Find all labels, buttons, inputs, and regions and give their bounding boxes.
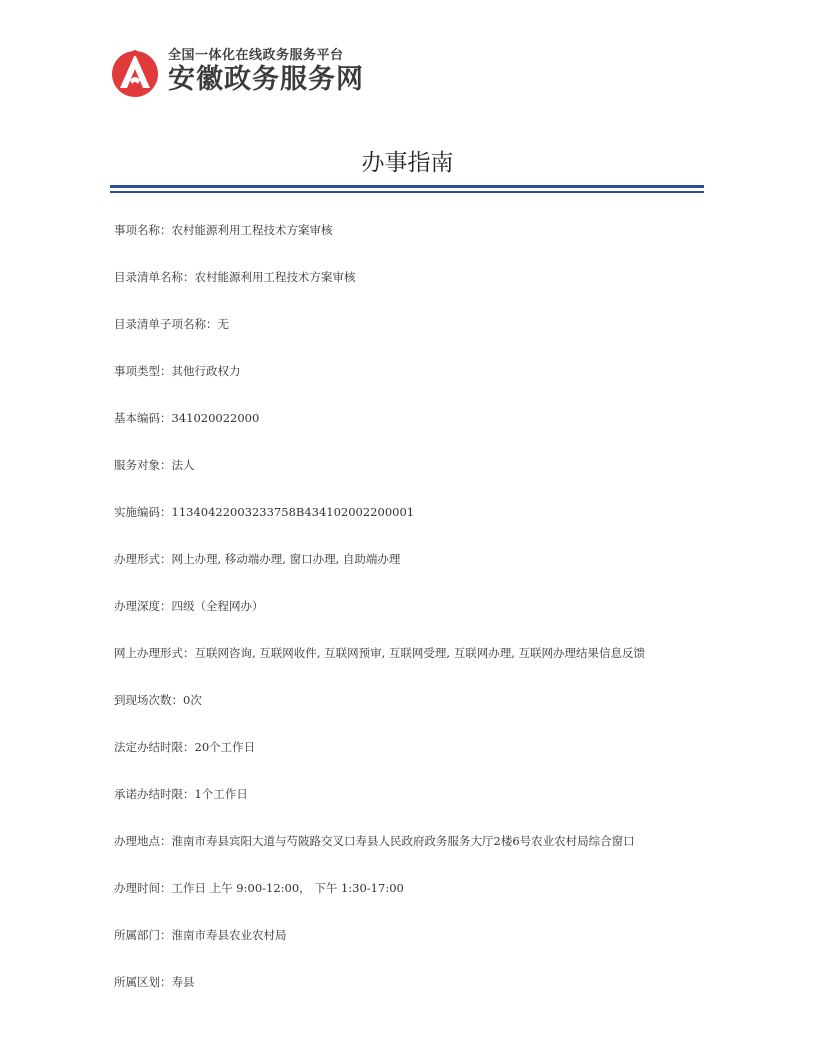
field-value: 农村能源利用工程技术方案审核 [171,223,333,237]
guide-field-row [114,598,714,645]
field-value: 网上办理, 移动端办理, 窗口办理, 自助端办理 [171,552,401,566]
guide-field-row [114,739,714,786]
field-value: 寿县 [171,975,195,989]
guide-field-row [114,927,714,974]
guide-field-row [114,457,714,504]
field-value: 其他行政权力 [171,364,241,378]
field-value: 11340422003233758B434102002200001 [171,505,415,519]
guide-field-row [114,692,714,739]
guide-field-row [114,786,714,833]
field-label: 办理形式： [114,552,172,566]
field-label: 目录清单名称： [114,270,195,284]
guide-field-row [114,974,714,1021]
field-value: 1个工作日 [194,787,248,801]
guide-field-row [114,504,714,551]
guide-field-row [114,880,714,927]
site-name: 安徽政务服务网 [168,64,364,95]
guide-field-row [114,551,714,598]
field-label: 基本编码： [114,411,172,425]
field-value: 四级（全程网办） [171,599,264,613]
page-title: 办事指南 [361,150,454,176]
field-label: 到现场次数： [114,693,183,707]
field-label: 所属部门： [114,928,172,942]
field-value: 无 [217,317,229,331]
guide-field-list [114,222,714,1021]
field-label: 办理地点： [114,834,172,848]
guide-field-row [114,645,714,692]
brand-text [168,48,364,96]
field-label: 实施编码： [114,505,172,519]
field-label: 所属区划： [114,975,172,989]
title-divider-thick [110,185,704,188]
field-value: 农村能源利用工程技术方案审核 [194,270,356,284]
field-value: 互联网咨询, 互联网收件, 互联网预审, 互联网受理, 互联网办理, 互联网办理结果信息反馈 [194,646,646,660]
field-value: 淮南市寿县宾阳大道与芍陂路交叉口寿县人民政府政务服务大厅2楼6号农业农村局综合窗口 [171,834,635,848]
field-value: 淮南市寿县农业农村局 [171,928,287,942]
guide-field-row [114,316,714,363]
field-label: 目录清单子项名称： [114,317,218,331]
guide-field-row [114,269,714,316]
field-label: 办理时间： [114,881,172,895]
guide-field-row [114,363,714,410]
platform-subtitle: 全国一体化在线政务服务平台 [168,48,344,63]
guide-field-row [114,410,714,457]
field-value: 20个工作日 [194,740,256,754]
title-divider-thin [110,191,704,193]
field-label: 承诺办结时限： [114,787,195,801]
field-value: 工作日 上午 9:00-12:00， 下午 1:30-17:00 [171,881,404,895]
field-label: 事项类型： [114,364,172,378]
field-label: 法定办结时限： [114,740,195,754]
field-value: 法人 [171,458,195,472]
field-label: 网上办理形式： [114,646,195,660]
field-label: 办理深度： [114,599,172,613]
guide-field-row [114,833,714,880]
site-header [110,44,364,100]
field-value: 0次 [183,693,202,707]
field-label: 服务对象： [114,458,172,472]
guide-field-row [114,222,714,269]
field-value: 341020022000 [171,411,260,425]
anhui-gov-service-logo-icon [110,44,160,100]
field-label: 事项名称： [114,223,172,237]
